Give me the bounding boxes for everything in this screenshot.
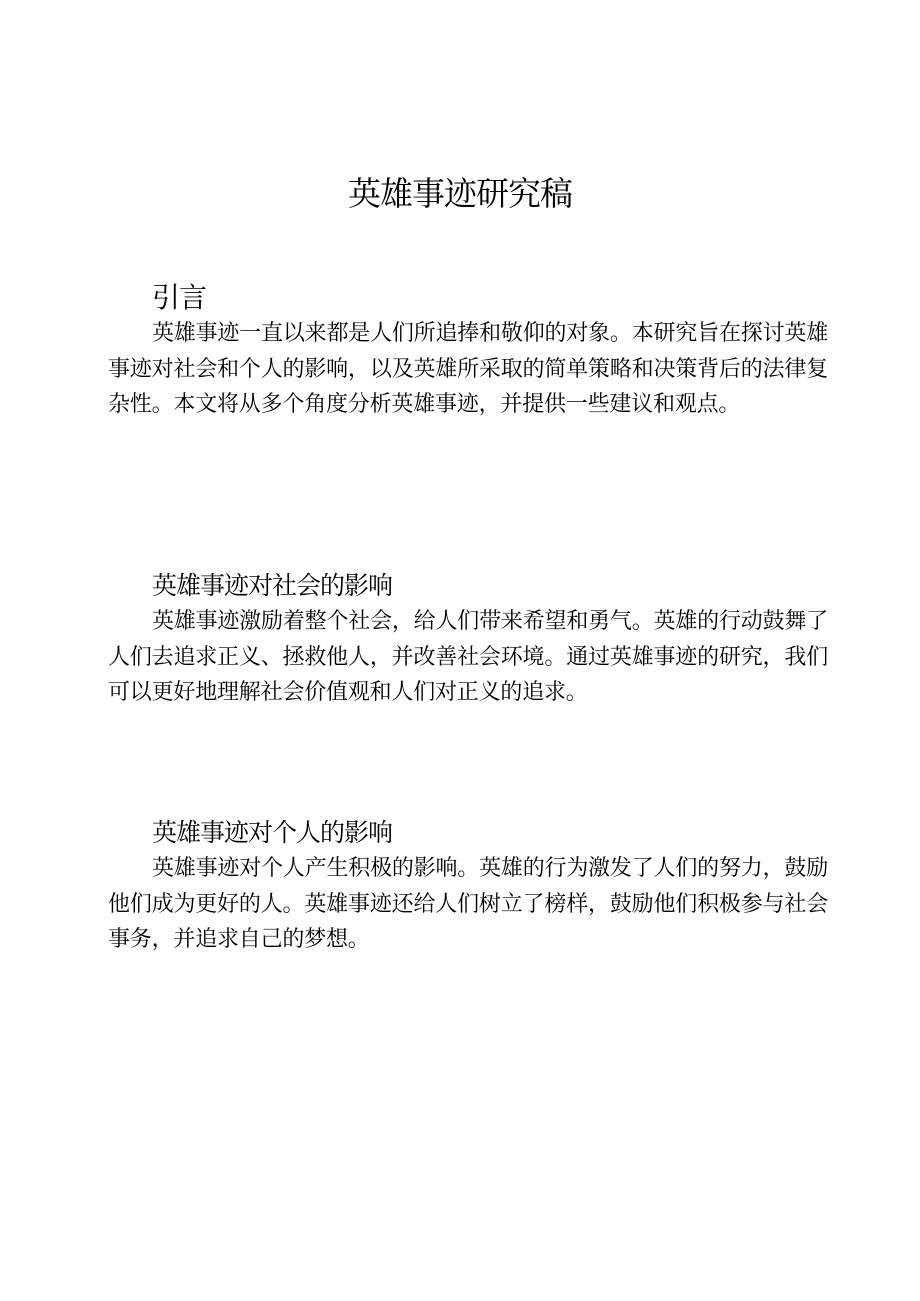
section-paragraph: 英雄事迹一直以来都是人们所追捧和敬仰的对象。本研究旨在探讨英雄事迹对社会和个人的影响，以及英雄所采取的简单策略和决策背后的法律复杂性。本文将从多个角度分析英雄事迹，并提供一些建议和观点。 bbox=[108, 321, 828, 417]
section-introduction bbox=[108, 280, 828, 423]
section-paragraph: 英雄事迹激励着整个社会，给人们带来希望和勇气。英雄的行动鼓舞了人们去追求正义、拯救他人，并改善社会环境。通过英雄事迹的研究，我们可以更好地理解社会价值观和人们对正义的追求。 bbox=[108, 609, 828, 705]
section-impact-on-individual bbox=[108, 815, 828, 958]
document-title: 英雄事迹研究稿 bbox=[348, 174, 572, 213]
section-heading: 英雄事迹对社会的影响 bbox=[152, 571, 393, 600]
section-heading: 英雄事迹对个人的影响 bbox=[152, 818, 393, 847]
section-paragraph: 英雄事迹对个人产生积极的影响。英雄的行为激发了人们的努力，鼓励他们成为更好的人。英雄事迹还给人们树立了榜样，鼓励他们积极参与社会事务，并追求自己的梦想。 bbox=[108, 856, 828, 952]
section-heading: 引言 bbox=[152, 281, 207, 314]
section-impact-on-society bbox=[108, 568, 828, 711]
